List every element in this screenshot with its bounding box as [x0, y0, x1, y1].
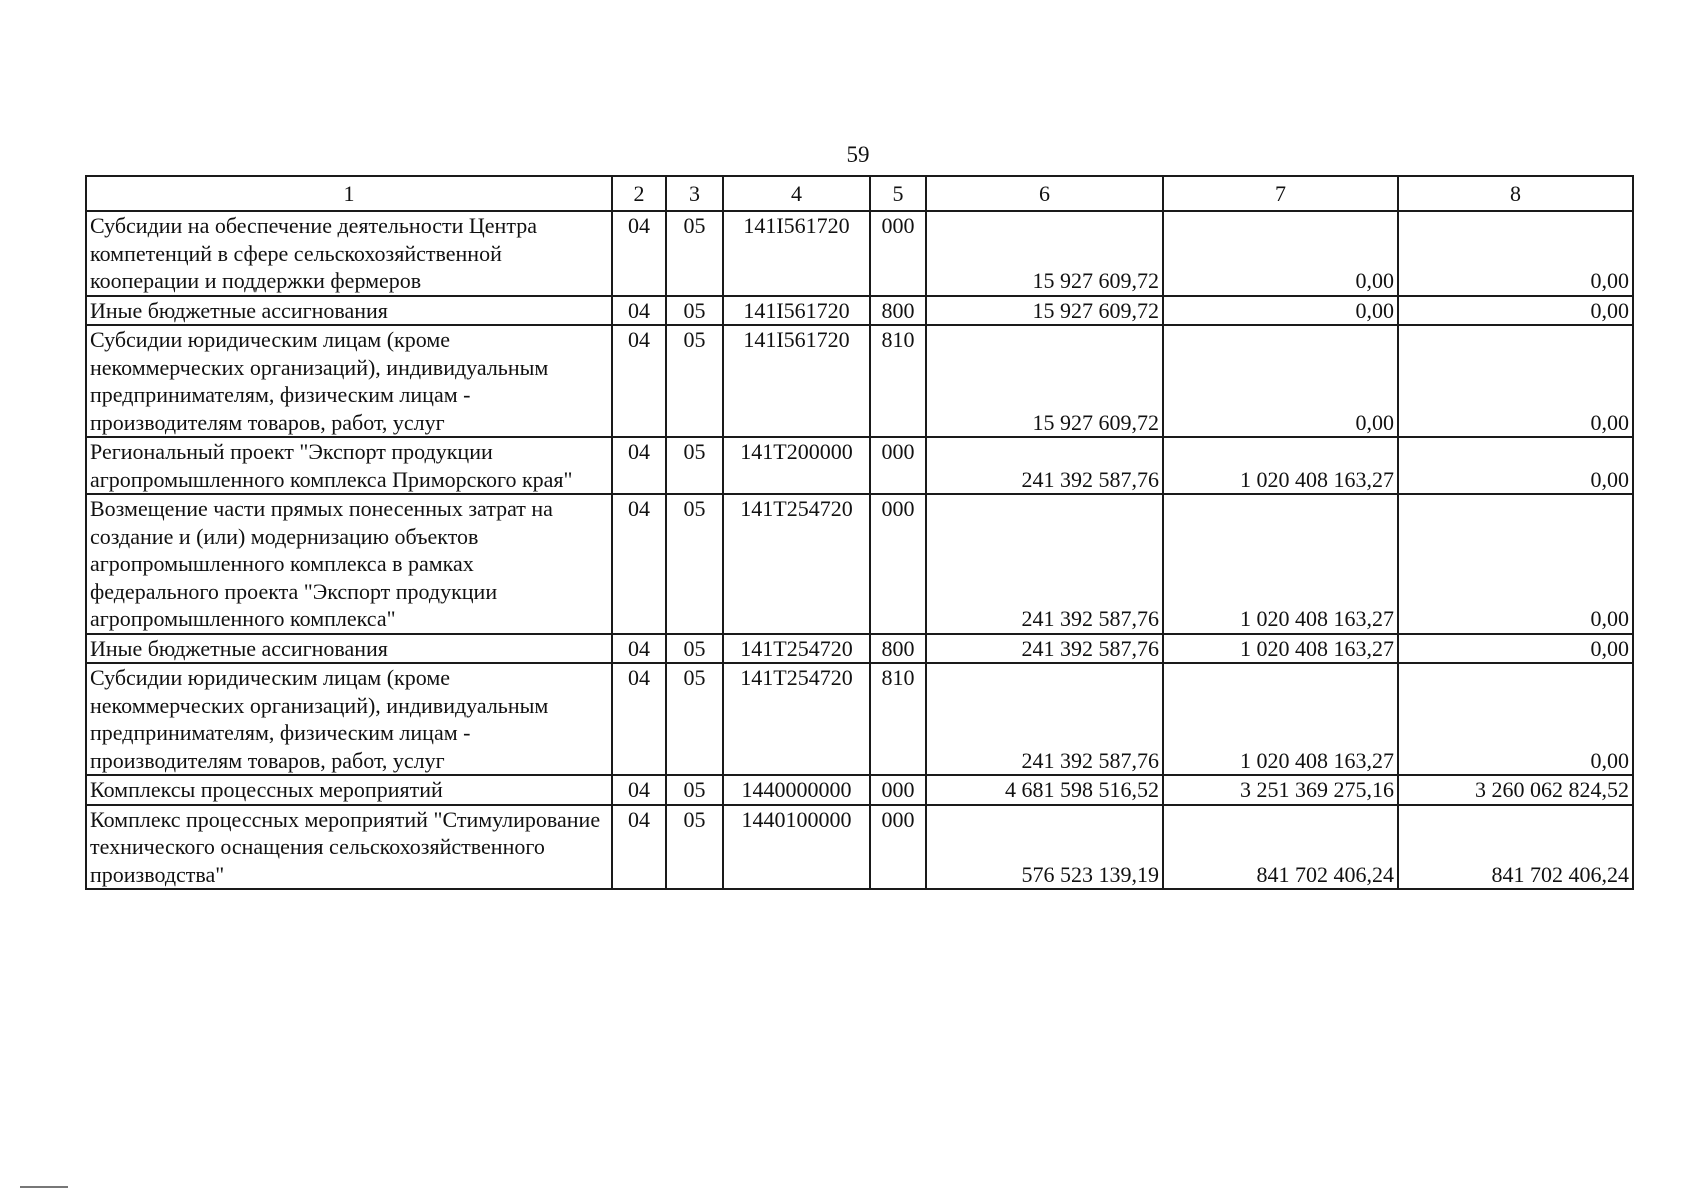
- table-row: [86, 805, 1633, 890]
- section-code: 04: [612, 663, 666, 775]
- subsection-code: 05: [666, 775, 723, 805]
- subsection-code: 05: [666, 663, 723, 775]
- amount-col7: 0,00: [1163, 211, 1398, 296]
- amount-col6: 576 523 139,19: [926, 805, 1163, 890]
- section-code: 04: [612, 211, 666, 296]
- expense-type-code: 800: [870, 634, 926, 664]
- amount-col6: 241 392 587,76: [926, 634, 1163, 664]
- table-row: [86, 211, 1633, 296]
- subsection-code: 05: [666, 296, 723, 326]
- expense-type-code: 000: [870, 211, 926, 296]
- amount-col8: 0,00: [1398, 325, 1633, 437]
- table-row: [86, 494, 1633, 634]
- amount-col6: 241 392 587,76: [926, 494, 1163, 634]
- column-header: 1: [86, 176, 612, 211]
- amount-col8: 0,00: [1398, 211, 1633, 296]
- amount-col8: 0,00: [1398, 663, 1633, 775]
- target-item-code: 141I561720: [723, 211, 870, 296]
- row-name: Региональный проект "Экспорт продукции агропромышленного комплекса Приморского края": [86, 437, 612, 494]
- page-number: 59: [846, 142, 870, 167]
- amount-col6: 4 681 598 516,52: [926, 775, 1163, 805]
- expense-type-code: 800: [870, 296, 926, 326]
- scan-edge-mark: [20, 1186, 68, 1188]
- target-item-code: 141I561720: [723, 325, 870, 437]
- expense-type-code: 000: [870, 494, 926, 634]
- row-name: Субсидии юридическим лицам (кроме некоммерческих организаций), индивидуальным предпринимателям, физическим лицам - производителям товаров, работ, услуг: [86, 325, 612, 437]
- amount-col7: 841 702 406,24: [1163, 805, 1398, 890]
- amount-col7: 1 020 408 163,27: [1163, 437, 1398, 494]
- amount-col6: 241 392 587,76: [926, 663, 1163, 775]
- row-name: Субсидии на обеспечение деятельности Центра компетенций в сфере сельскохозяйственной кооперации и поддержки фермеров: [86, 211, 612, 296]
- target-item-code: 141T254720: [723, 494, 870, 634]
- amount-col7: 3 251 369 275,16: [1163, 775, 1398, 805]
- subsection-code: 05: [666, 494, 723, 634]
- section-code: 04: [612, 775, 666, 805]
- header-row: [86, 176, 1633, 211]
- subsection-code: 05: [666, 211, 723, 296]
- amount-col8: 0,00: [1398, 296, 1633, 326]
- column-header: 4: [723, 176, 870, 211]
- amount-col8: 0,00: [1398, 437, 1633, 494]
- column-header: 5: [870, 176, 926, 211]
- table-row: [86, 634, 1633, 664]
- expense-type-code: 810: [870, 325, 926, 437]
- amount-col7: 1 020 408 163,27: [1163, 494, 1398, 634]
- subsection-code: 05: [666, 437, 723, 494]
- column-header: 8: [1398, 176, 1633, 211]
- target-item-code: 141T254720: [723, 663, 870, 775]
- section-code: 04: [612, 634, 666, 664]
- amount-col6: 15 927 609,72: [926, 325, 1163, 437]
- row-name: Возмещение части прямых понесенных затрат на создание и (или) модернизацию объектов агропромышленного комплекса в рамках федерального проекта "Экспорт продукции агропромышленного комплекса": [86, 494, 612, 634]
- table-row: [86, 437, 1633, 494]
- column-header: 7: [1163, 176, 1398, 211]
- row-name: Субсидии юридическим лицам (кроме некоммерческих организаций), индивидуальным предпринимателям, физическим лицам - производителям товаров, работ, услуг: [86, 663, 612, 775]
- target-item-code: 1440100000: [723, 805, 870, 890]
- subsection-code: 05: [666, 805, 723, 890]
- expense-type-code: 000: [870, 775, 926, 805]
- section-code: 04: [612, 494, 666, 634]
- row-name: Комплексы процессных мероприятий: [86, 775, 612, 805]
- amount-col8: 3 260 062 824,52: [1398, 775, 1633, 805]
- column-header: 3: [666, 176, 723, 211]
- amount-col6: 15 927 609,72: [926, 211, 1163, 296]
- amount-col8: 841 702 406,24: [1398, 805, 1633, 890]
- section-code: 04: [612, 437, 666, 494]
- table-row: [86, 296, 1633, 326]
- amount-col7: 1 020 408 163,27: [1163, 634, 1398, 664]
- section-code: 04: [612, 805, 666, 890]
- column-header: 6: [926, 176, 1163, 211]
- subsection-code: 05: [666, 325, 723, 437]
- target-item-code: 1440000000: [723, 775, 870, 805]
- target-item-code: 141T254720: [723, 634, 870, 664]
- amount-col7: 0,00: [1163, 325, 1398, 437]
- column-header: 2: [612, 176, 666, 211]
- subsection-code: 05: [666, 634, 723, 664]
- amount-col7: 0,00: [1163, 296, 1398, 326]
- budget-table: [85, 175, 1634, 890]
- section-code: 04: [612, 325, 666, 437]
- amount-col6: 15 927 609,72: [926, 296, 1163, 326]
- amount-col6: 241 392 587,76: [926, 437, 1163, 494]
- target-item-code: 141T200000: [723, 437, 870, 494]
- expense-type-code: 810: [870, 663, 926, 775]
- table-row: [86, 663, 1633, 775]
- expense-type-code: 000: [870, 437, 926, 494]
- amount-col8: 0,00: [1398, 634, 1633, 664]
- amount-col7: 1 020 408 163,27: [1163, 663, 1398, 775]
- table-row: [86, 775, 1633, 805]
- amount-col8: 0,00: [1398, 494, 1633, 634]
- table-row: [86, 325, 1633, 437]
- section-code: 04: [612, 296, 666, 326]
- row-name: Иные бюджетные ассигнования: [86, 296, 612, 326]
- target-item-code: 141I561720: [723, 296, 870, 326]
- row-name: Иные бюджетные ассигнования: [86, 634, 612, 664]
- expense-type-code: 000: [870, 805, 926, 890]
- row-name: Комплекс процессных мероприятий "Стимулирование технического оснащения сельскохозяйственного производства": [86, 805, 612, 890]
